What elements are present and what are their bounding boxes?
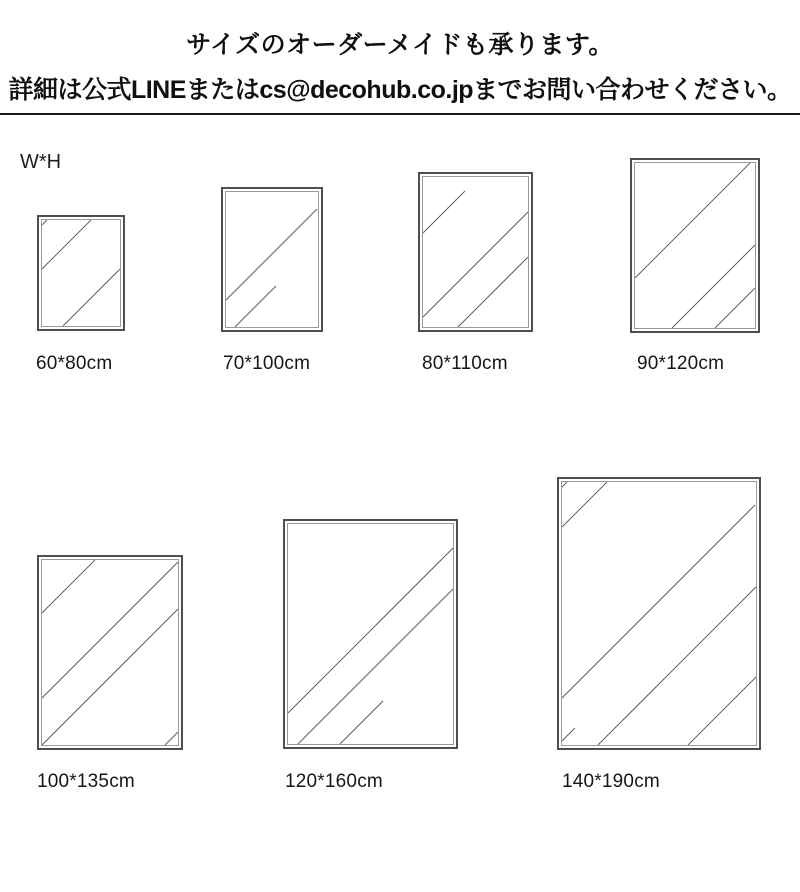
mirror-shine-lines	[635, 163, 755, 328]
mirror-frame-inner	[634, 162, 756, 329]
shine-line	[63, 269, 120, 326]
mirror-diagram	[37, 555, 183, 750]
shine-line	[42, 220, 91, 269]
mirror-diagram	[557, 477, 761, 750]
shine-line	[235, 286, 276, 327]
size-label: 120*160cm	[285, 771, 383, 792]
mirror-diagram	[418, 172, 533, 332]
mirror-shine-lines	[423, 177, 528, 327]
mirror-frame-inner	[422, 176, 529, 328]
mirror-frame-inner	[41, 559, 179, 746]
shine-line	[340, 701, 383, 744]
shine-line	[288, 548, 453, 713]
mirror-shine-lines	[42, 220, 120, 326]
mirror-shine-lines	[226, 192, 318, 327]
shine-line	[298, 589, 453, 744]
shine-line	[562, 482, 607, 527]
shine-line	[423, 212, 528, 317]
mirror-shine-lines	[562, 482, 756, 745]
size-label: 100*135cm	[37, 771, 135, 792]
mirror-diagram	[283, 519, 458, 749]
mirror-frame-inner	[225, 191, 319, 328]
header-divider	[0, 113, 800, 115]
header-contact-text: 詳細は公式LINEまたはcs@decohub.co.jpまでお問い合わせください。	[8, 76, 792, 104]
size-label: 70*100cm	[223, 353, 311, 374]
shine-line	[635, 163, 750, 278]
shine-line	[562, 728, 575, 741]
dimension-legend-label: W*H	[20, 151, 62, 173]
size-label: 80*110cm	[422, 353, 508, 374]
mirror-diagram	[630, 158, 760, 333]
shine-line	[458, 257, 528, 327]
header-custom-order-text: サイズのオーダーメイドも承ります。	[186, 31, 614, 59]
mirror-frame-inner	[287, 523, 454, 745]
mirror-frame-inner	[41, 219, 121, 327]
shine-line	[562, 482, 567, 487]
shine-line	[423, 191, 465, 233]
shine-line	[42, 560, 95, 613]
mirror-shine-lines	[42, 560, 178, 745]
shine-line	[598, 587, 756, 745]
size-label: 60*80cm	[36, 353, 113, 374]
size-label: 90*120cm	[637, 353, 725, 374]
shine-line	[42, 220, 47, 225]
shine-line	[165, 732, 178, 745]
shine-line	[672, 245, 755, 328]
shine-line	[715, 288, 755, 328]
mirror-shine-lines	[288, 524, 453, 744]
mirror-diagram	[221, 187, 323, 332]
shine-line	[688, 677, 756, 745]
mirror-frame-inner	[561, 481, 757, 746]
mirror-diagram	[37, 215, 125, 331]
shine-line	[562, 505, 755, 698]
size-label: 140*190cm	[562, 771, 660, 792]
shine-line	[226, 209, 317, 300]
